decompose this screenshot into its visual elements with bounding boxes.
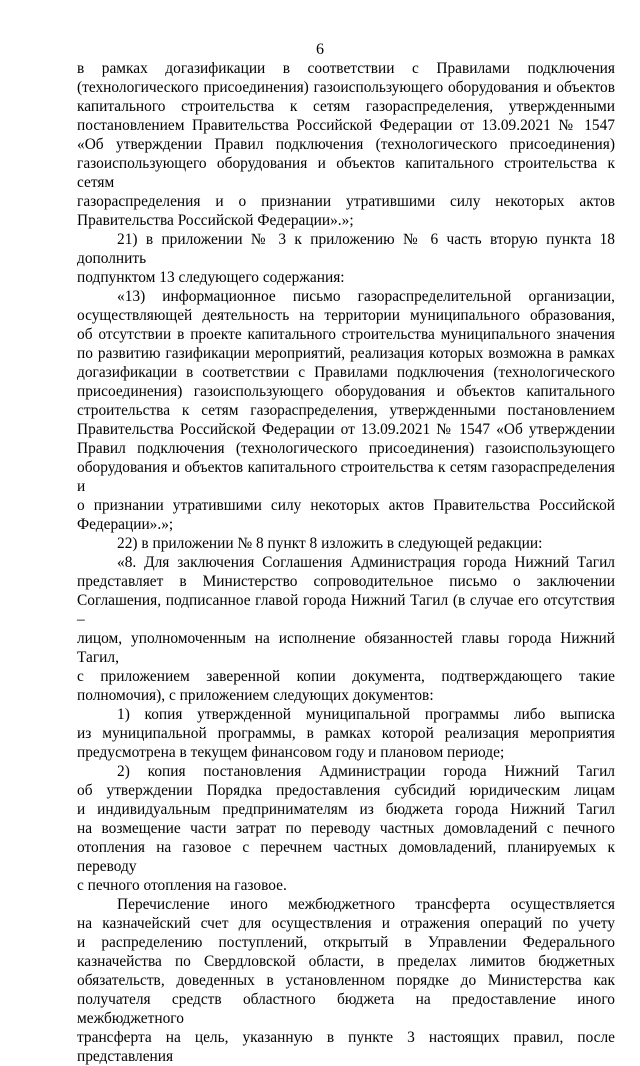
text-line: и распределению поступлений, открытый в Управлении Федерального	[77, 934, 615, 951]
text-line: осуществляющей деятельность на территории муниципального образования,	[77, 307, 615, 324]
text-line: Перечисление иного межбюджетного трансферта осуществляется	[117, 896, 615, 913]
text-line: отопления на газовое с перечнем частных домовладений, планируемых к переводу	[77, 839, 615, 875]
text-line: 1) копия утвержденной муниципальной программы либо выписка	[117, 706, 615, 723]
text-line: капитального строительства к сетям газораспределения, утвержденными	[77, 98, 615, 115]
text-line: Правил подключения (технологического присоединения) газоиспользующего	[77, 440, 615, 457]
text-line: получателя средств областного бюджета на предоставление иного межбюджетного	[77, 991, 615, 1027]
text-line: постановлением Правительства Российской Федерации от 13.09.2021 № 1547	[77, 117, 615, 134]
text-line: по развитию газификации мероприятий, реализация которых возможна в рамках	[77, 345, 615, 362]
text-line: трансферта на цель, указанную в пункте 3 настоящих правил, после представления	[77, 1029, 615, 1065]
text-line: лицом, уполномоченным на исполнение обязанностей главы города Нижний Тагил,	[77, 630, 615, 666]
text-line: казначейства по Свердловской области, в пределах лимитов бюджетных	[77, 953, 615, 970]
text-line: с приложением заверенной копии документа, подтверждающего такие	[77, 668, 615, 685]
text-line: об утверждении Порядка предоставления субсидий юридическим лицам	[77, 782, 615, 799]
page-number: 6	[316, 41, 324, 58]
text-line: газоиспользующего оборудования и объектов капитального строительства к сетям	[77, 155, 615, 191]
document-body	[77, 59, 615, 1066]
text-line: Правительства Российской Федерации от 13.09.2021 № 1547 «Об утверждении	[77, 421, 615, 438]
text-line: «8. Для заключения Соглашения Администрация города Нижний Тагил	[117, 554, 615, 571]
text-line: «13) информационное письмо газораспределительной организации,	[117, 288, 615, 305]
text-line: и индивидуальным предпринимателям из бюджета города Нижний Тагил	[77, 801, 615, 818]
text-line: догазификации в соответствии с Правилами подключения (технологического	[77, 364, 615, 381]
text-line: с печного отопления на газовое.	[77, 877, 287, 894]
text-line: о признании утратившими силу некоторых актов Правительства Российской	[77, 497, 615, 514]
text-line: присоединения) газоиспользующего оборудования и объектов капитального	[77, 383, 615, 400]
text-line: полномочия), с приложением следующих документов:	[77, 687, 434, 704]
text-line: Федерации».»;	[77, 516, 174, 533]
text-line: представляет в Министерство сопроводительное письмо о заключении	[77, 573, 615, 590]
text-line: Соглашения, подписанное главой города Нижний Тагил (в случае его отсутствия –	[77, 592, 615, 628]
text-line: подпунктом 13 следующего содержания:	[77, 269, 345, 286]
text-line: 2) копия постановления Администрации города Нижний Тагил	[117, 763, 615, 780]
text-line: предусмотрена в текущем финансовом году и плановом периоде;	[77, 744, 505, 761]
text-line: из муниципальной программы, в рамках которой реализация мероприятия	[77, 725, 615, 742]
text-line: строительства к сетям газораспределения, утвержденными постановлением	[77, 402, 615, 419]
text-line: на казначейский счет для осуществления и отражения операций по учету	[77, 915, 615, 932]
text-line: 21) в приложении № 3 к приложению № 6 часть вторую пункта 18 дополнить	[77, 231, 615, 267]
text-line: об отсутствии в проекте капитального строительства муниципального значения	[77, 326, 615, 343]
text-line: «Об утверждении Правил подключения (технологического присоединения)	[77, 136, 615, 153]
text-line: обязательств, доведенных в установленном порядке до Министерства как	[77, 972, 615, 989]
text-line: 22) в приложении № 8 пункт 8 изложить в следующей редакции:	[117, 535, 543, 552]
text-line: в рамках догазификации в соответствии с Правилами подключения	[77, 60, 615, 77]
text-line: газораспределения и о признании утратившими силу некоторых актов	[77, 193, 615, 210]
text-line: (технологического присоединения) газоиспользующего оборудования и объектов	[77, 79, 615, 96]
text-line: оборудования и объектов капитального строительства к сетям газораспределения и	[77, 459, 615, 495]
text-line: на возмещение части затрат по переводу частных домовладений с печного	[77, 820, 615, 837]
text-line: Правительства Российской Федерации».»;	[77, 212, 354, 229]
